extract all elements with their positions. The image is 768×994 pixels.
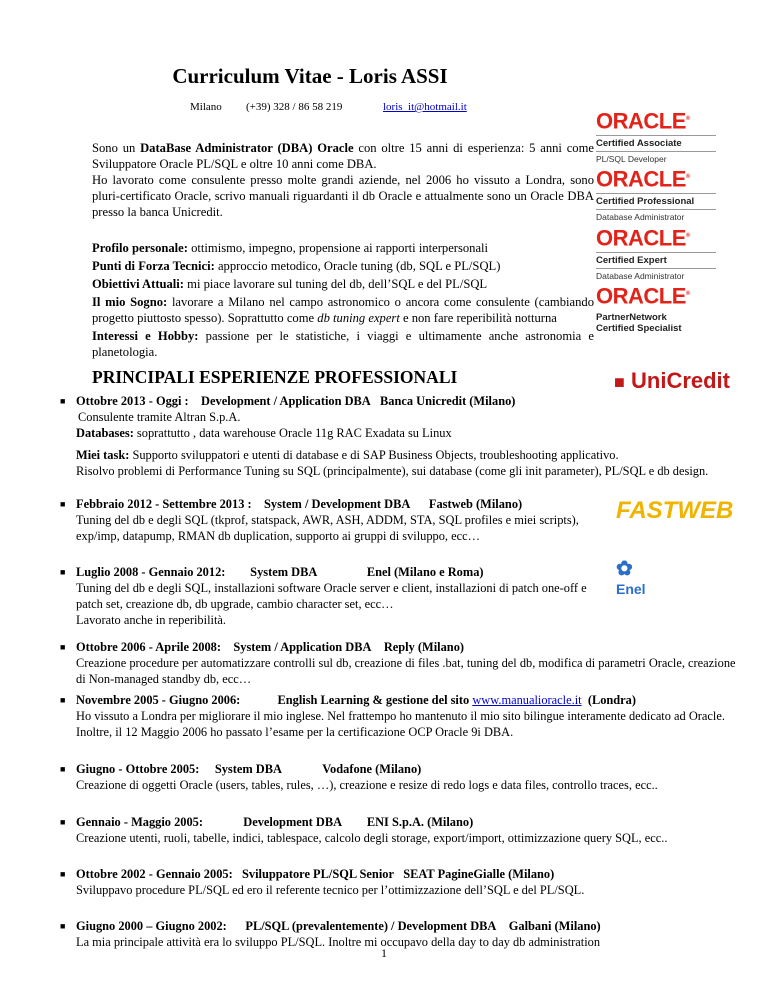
exp-role: System / Application DBA — [233, 640, 372, 654]
exp-company: Banca Unicredit (Milano) — [380, 394, 516, 408]
exp-period: Ottobre 2006 - Aprile 2008: — [76, 640, 221, 654]
phone: (+39) 328 / 86 58 219 — [246, 101, 343, 113]
exp-role: English Learning & gestione del sito — [277, 693, 470, 707]
exp-description: Tuning del db e degli SQL (tkprof, statspack, AWR, ASH, ADDM, STA, SQL profiles e miei scripts), exp/imp, datapump, RMAN db duplication, supporto ai gruppi di sviluppo, ecc… — [76, 513, 579, 543]
dream-emphasis: db tuning expert — [317, 311, 400, 325]
badge-line2: Certified Specialist — [596, 323, 682, 335]
exp-role: PL/SQL (prevalentemente) / Development DBA — [245, 919, 497, 933]
exp-company: (Londra) — [587, 693, 637, 707]
exp-period: Luglio 2008 - Gennaio 2012: — [76, 565, 226, 579]
exp-company: SEAT PagineGialle (Milano) — [403, 867, 555, 881]
exp-description: Creazione procedure per automatizzare controlli sul db, creazione di files .bat, tuning del db, modifica di parametri Oracle, creazione di Non-managed standby db, ecc… — [76, 656, 736, 686]
exp-company: Enel (Milano e Roma) — [366, 565, 484, 579]
experience-item — [60, 564, 596, 628]
bullet-icon: ■ — [60, 695, 66, 705]
page-number: 1 — [381, 946, 387, 960]
experience-item — [60, 866, 736, 898]
exp-role: System DBA — [214, 762, 282, 776]
hobbies-label: Interessi e Hobby: — [92, 329, 199, 343]
intro-paragraph — [92, 140, 594, 220]
exp-company: Fastweb (Milano) — [428, 497, 523, 511]
exp-description: Tuning del db e degli SQL, installazioni software Oracle server e client, installazioni di patch one-off e patch set, creazione db, db upgrade, cambio character set, ecc… — [76, 581, 587, 611]
intro-text-2: Ho lavorato come consulente presso molte grandi aziende, nel 2006 ho vissuto a Londra, sono pluri-certificato Oracle, scrivo manuali riguardanti il db Oracle e attualmente sono un Oracle DBA presso la banca Unicredit. — [92, 173, 594, 219]
badge-line2: Database Administrator — [596, 268, 716, 281]
exp-company: Reply (Milano) — [383, 640, 465, 654]
dream-text: lavorare a Milano nel campo astronomico o ancora come consulente (cambiando progetto piuttosto spesso). Soprattutto come — [92, 295, 594, 325]
profile-block — [92, 240, 594, 360]
exp-period: Giugno - Ottobre 2005: — [76, 762, 200, 776]
hobbies-text: passione per le statistiche, i viaggi e ultimamente anche astronomia e planetologia. — [92, 329, 594, 359]
exp-role: Development / Application DBA — [201, 394, 371, 408]
exp-company: Galbani (Milano) — [508, 919, 601, 933]
exp-description: Ho vissuto a Londra per migliorare il mio inglese. Nel frattempo ho mantenuto il mio sito bilingue interamente dedicato ad Oracle. Inoltre, il 12 Maggio 2006 ho passato l’esame per la certificazione OCP Oracle 9i DBA. — [76, 709, 725, 739]
strengths-text: approccio metodico, Oracle tuning (db, SQL e PL/SQL) — [214, 259, 501, 273]
badge-line2: PL/SQL Developer — [596, 151, 716, 164]
oracle-badge-expert: ORACLE® Certified Expert Database Administrator — [596, 224, 716, 281]
task-label: Miei task: — [76, 448, 130, 462]
exp-description: Creazione utenti, ruoli, tabelle, indici, tablespace, calcolo degli storage, export/import, ottimizzazione query SQL, ecc.. — [76, 831, 668, 845]
exp-period: Novembre 2005 - Giugno 2006: — [76, 693, 241, 707]
exp-period: Gennaio - Maggio 2005: — [76, 815, 203, 829]
exp-description: Creazione di oggetti Oracle (users, tables, rules, …), creazione e resize di redo logs e data files, controllo traces, ecc.. — [76, 778, 658, 792]
exp-period: Giugno 2000 – Giugno 2002: — [76, 919, 227, 933]
section-title: PRINCIPALI ESPERIENZE PROFESSIONALI — [92, 367, 458, 387]
fastweb-logo: FASTWEB — [616, 497, 734, 524]
exp-role: System / Development DBA — [264, 497, 411, 511]
bullet-icon: ■ — [60, 396, 66, 406]
oracle-badge-professional: ORACLE® Certified Professional Database Administrator — [596, 165, 716, 222]
bullet-icon: ■ — [60, 921, 66, 931]
exp-period: Ottobre 2002 - Gennaio 2005: — [76, 867, 233, 881]
badge-line1: Certified Expert — [596, 252, 716, 266]
oracle-logo: ORACLE — [596, 166, 686, 192]
exp-period: Ottobre 2013 - Oggi : — [76, 394, 189, 408]
unicredit-logo: ■ UniCredit — [614, 368, 730, 393]
exp-role: Development DBA — [243, 815, 343, 829]
exp-role: Sviluppatore PL/SQL Senior — [242, 867, 394, 881]
oracle-logo: ORACLE — [596, 225, 686, 251]
exp-company: Vodafone (Milano) — [322, 762, 422, 776]
intro-text: Sono un — [92, 141, 141, 155]
badge-line1: Certified Professional — [596, 193, 716, 207]
db-label: Databases: — [76, 426, 134, 440]
dream-text-end: e non fare reperibilità notturna — [399, 311, 557, 325]
oracle-logo: ORACLE — [596, 108, 686, 134]
dream-label: Il mio Sogno: — [92, 295, 168, 309]
exp-consultant: Consulente tramite Altran S.p.A. — [78, 410, 241, 424]
goals-text: mi piace lavorare sul tuning del db, dell’SQL e del PL/SQL — [184, 277, 488, 291]
oracle-badge-associate: ORACLE® Certified Associate PL/SQL Developer — [596, 107, 716, 164]
experience-item — [60, 692, 736, 740]
goals-label: Obiettivi Attuali: — [92, 277, 184, 291]
task-text-2: Risolvo problemi di Performance Tuning su SQL (principalmente), sui database (come gli init parameter), PL/SQL e db design. — [76, 464, 709, 478]
exp-company: ENI S.p.A. (Milano) — [366, 815, 474, 829]
profile-text: ottimismo, impegno, propensione ai rapporti interpersonali — [187, 241, 489, 255]
enel-logo-text: Enel — [616, 581, 646, 597]
badge-line1: Certified Associate — [596, 135, 716, 149]
bullet-icon: ■ — [60, 764, 66, 774]
exp-period: Febbraio 2012 - Settembre 2013 : — [76, 497, 252, 511]
bullet-icon: ■ — [60, 499, 66, 509]
intro-text: con oltre 15 anni di esperienza: 5 anni come Sviluppatore Oracle PL/SQL e oltre 10 anni come DBA. — [92, 141, 594, 171]
enel-logo: ✿ Enel — [616, 558, 646, 597]
intro-highlight: DataBase Administrator (DBA) Oracle — [140, 141, 354, 155]
unicredit-logo-text: UniCredit — [631, 368, 730, 393]
exp-description: La mia principale attività era lo sviluppo PL/SQL. Inoltre mi occupavo della day to day db administration — [76, 935, 601, 949]
exp-role: System DBA — [250, 565, 318, 579]
experience-item — [60, 639, 736, 687]
bullet-icon: ■ — [60, 869, 66, 879]
badge-line1: PartnerNetwork — [596, 312, 667, 324]
badge-line2: Database Administrator — [596, 209, 716, 222]
city: Milano — [190, 101, 222, 113]
experience-databases — [76, 425, 736, 441]
bullet-icon: ■ — [60, 567, 66, 577]
profile-label: Profilo personale: — [92, 241, 188, 255]
experience-item — [60, 496, 606, 544]
oracle-logo: ORACLE — [596, 283, 686, 309]
exp-description: Sviluppavo procedure PL/SQL ed ero il referente tecnico per l’ottimizzazione dell’SQL e del PL/SQL. — [76, 883, 585, 897]
website-link[interactable]: www.manualioracle.it — [472, 693, 582, 707]
bullet-icon: ■ — [60, 642, 66, 652]
experience-tasks — [76, 447, 736, 479]
task-text: Supporto sviluppatori e utenti di database e di SAP Business Objects, troubleshooting applicativo. — [129, 448, 619, 462]
email-link[interactable]: loris_it@hotmail.it — [383, 101, 467, 113]
oracle-badge-partner: ORACLE® PartnerNetwork Certified Specialist — [596, 282, 716, 334]
experience-item — [60, 393, 616, 425]
db-text: soprattutto , data warehouse Oracle 11g RAC Exadata su Linux — [133, 426, 452, 440]
bullet-icon: ■ — [60, 817, 66, 827]
page-title: Curriculum Vitae - Loris ASSI — [172, 64, 448, 88]
strengths-label: Punti di Forza Tecnici: — [92, 259, 215, 273]
experience-item — [60, 814, 736, 846]
exp-note: Lavorato anche in reperibilità. — [76, 613, 226, 627]
experience-item — [60, 761, 736, 793]
